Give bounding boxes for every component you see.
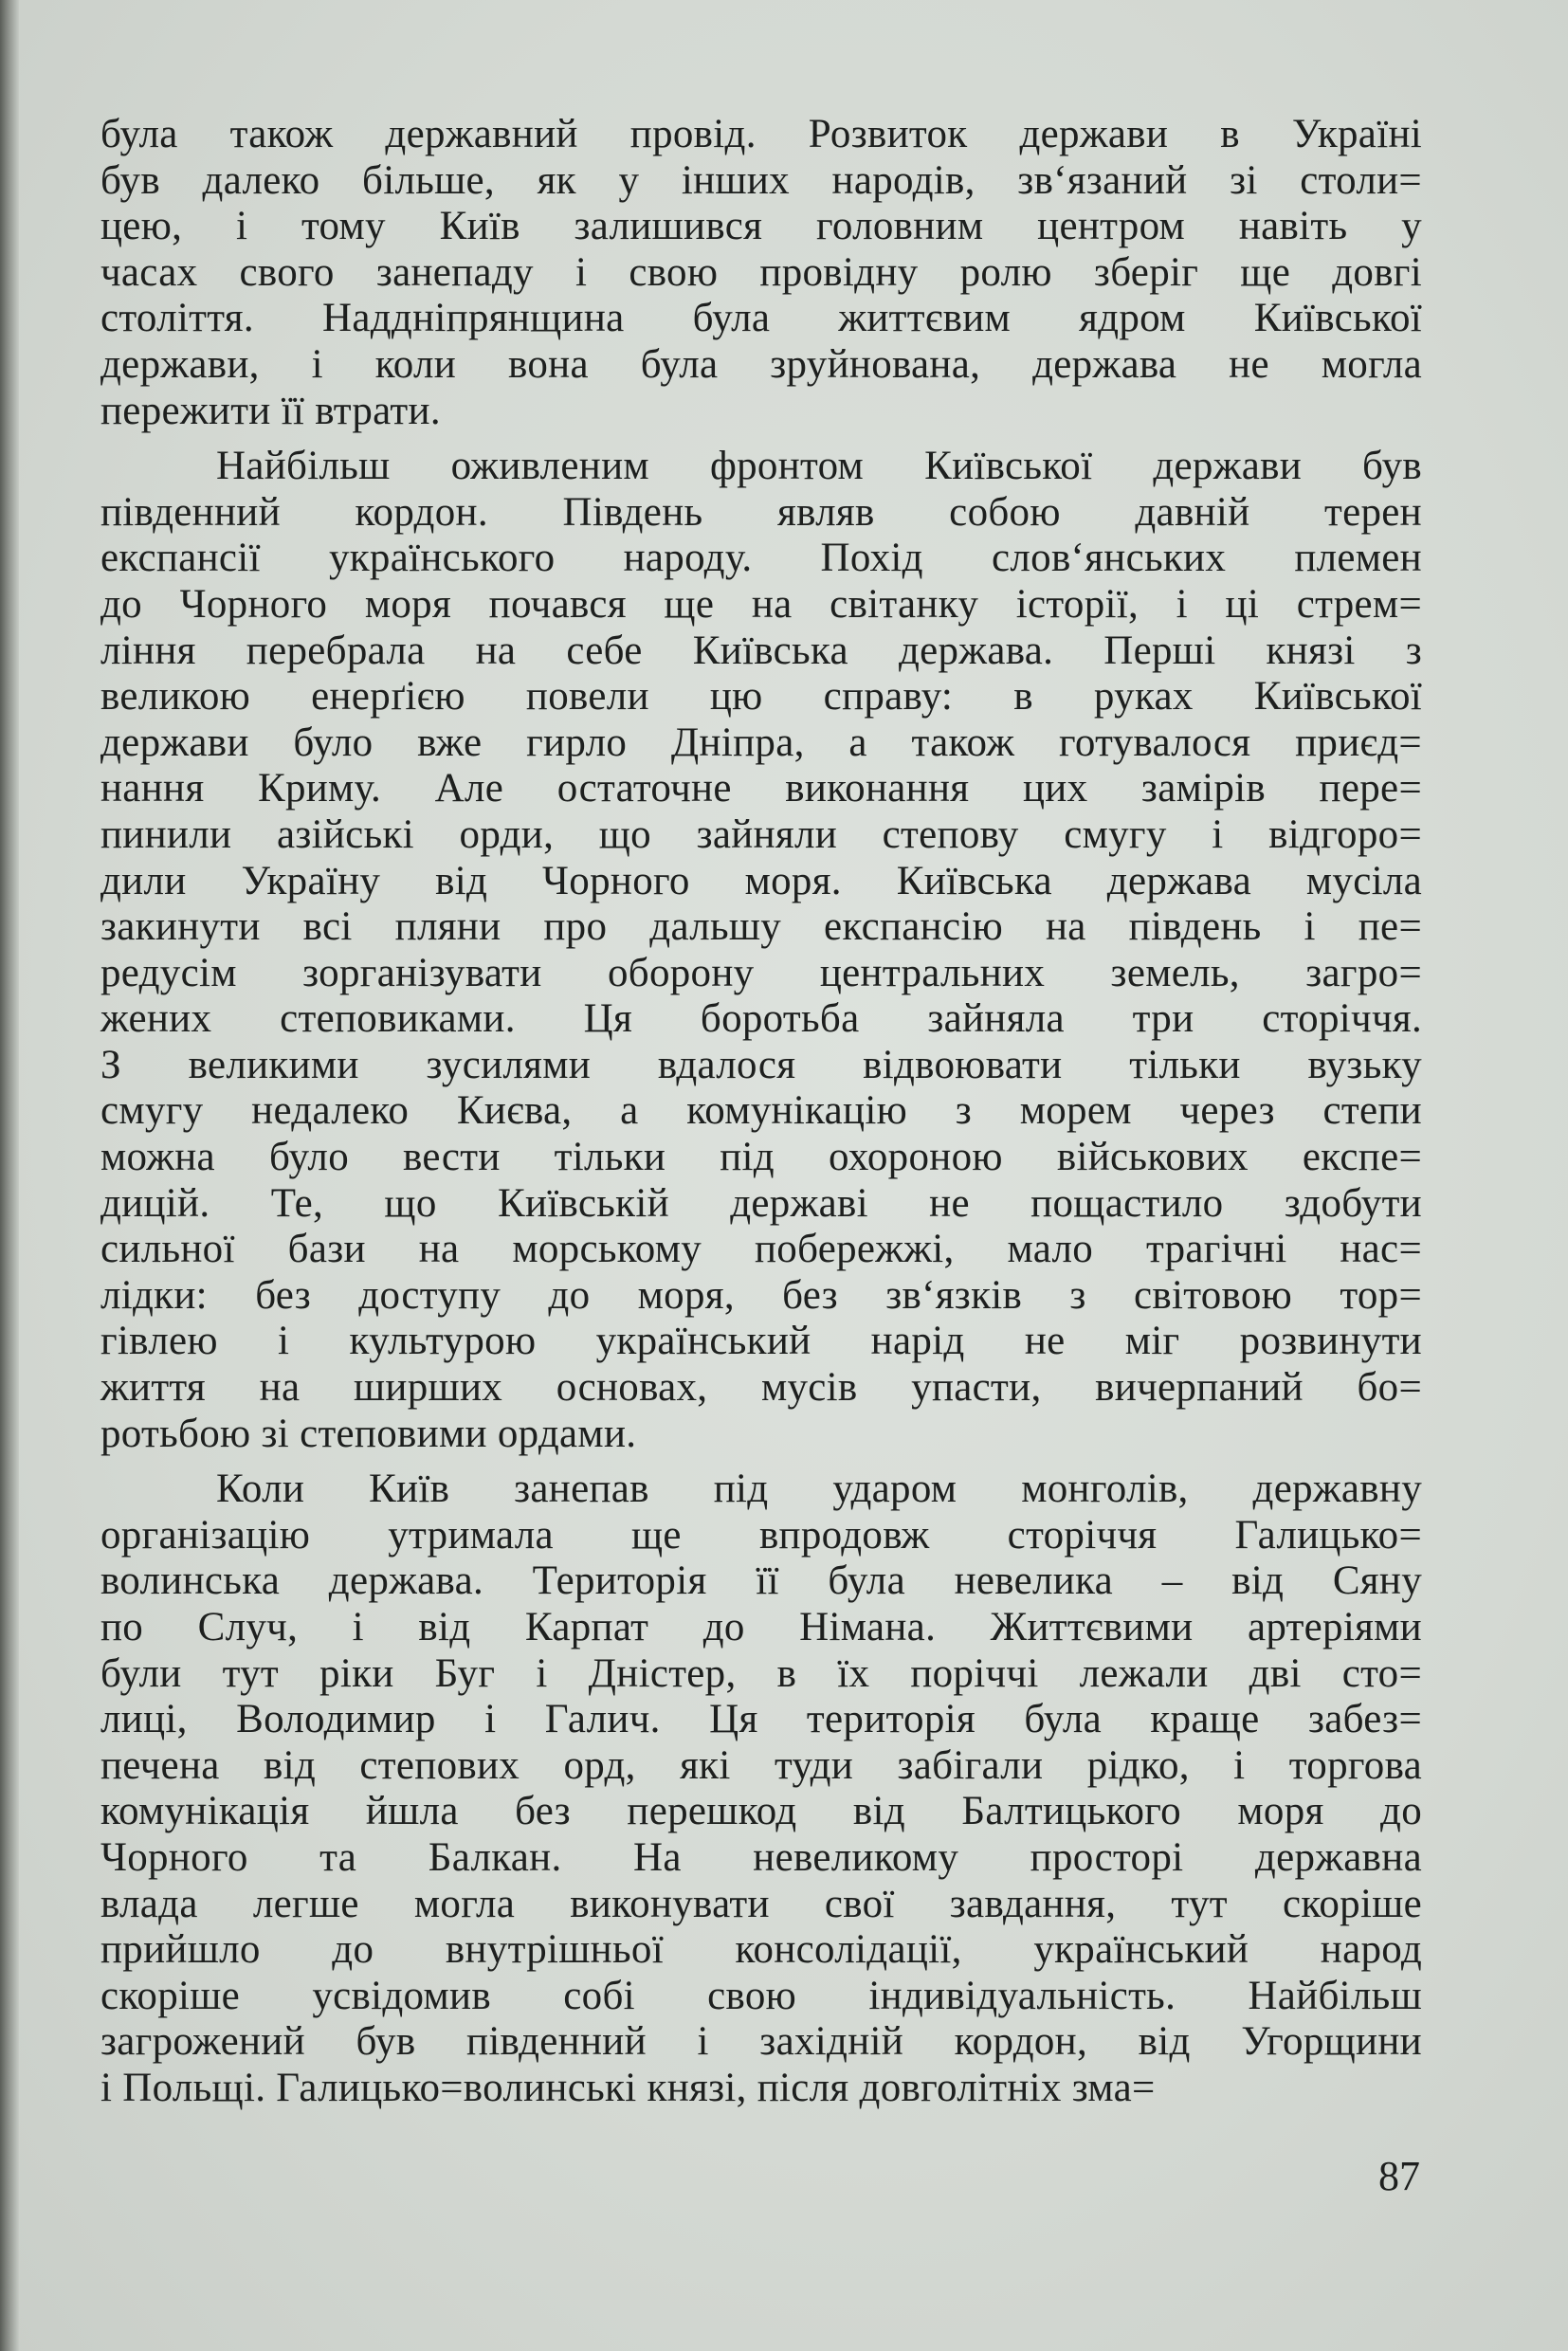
- text-line: жених степовиками. Ця боротьба зайняла три сторіччя.: [100, 996, 1422, 1042]
- text-line: дицій. Те, що Київській державі не пощастило здобути: [100, 1180, 1422, 1226]
- text-line: часах свого занепаду і свою провідну ролю зберіг ще довгі: [100, 249, 1422, 295]
- page-number: 87: [1378, 2153, 1420, 2199]
- text-line: великою енерґією повели цю справу: в руках Київської: [100, 674, 1422, 720]
- text-line: комунікація йшла без перешкод від Балтицького моря до: [100, 1789, 1422, 1834]
- paragraph: [100, 1467, 1422, 2111]
- text-line: печена від степових орд, які туди забігали рідко, і торгова: [100, 1742, 1422, 1788]
- text-line: прийшло до внутрішньої консолідації, український народ: [100, 1927, 1422, 1973]
- text-line: і Польщі. Галицько=волинські князі, після довголітніх зма=: [100, 2065, 1156, 2110]
- text-line: були тут ріки Буг і Дністер, в їх поріччі лежали дві сто=: [100, 1650, 1422, 1696]
- text-line: закинути всі пляни про дальшу експансію на південь і пе=: [100, 904, 1422, 950]
- text-line: південний кордон. Південь являв собою давній терен: [100, 489, 1422, 535]
- text-line: століття. Наддніпрянщина була життєвим ядром Київської: [100, 296, 1422, 341]
- text-line: експансії українського народу. Похід слов‘янських племен: [100, 536, 1422, 581]
- text-line: держави було вже гирло Дніпра, а також готувалося приєд=: [100, 720, 1422, 765]
- text-line: волинська держава. Територія її була невелика – від Сяну: [100, 1558, 1422, 1604]
- text-line: ління перебрала на себе Київська держава. Перші князі з: [100, 628, 1422, 673]
- text-line: можна було вести тільки під охороною військових експе=: [100, 1135, 1422, 1180]
- text-line: Чорного та Балкан. На невеликому просторі державна: [100, 1834, 1422, 1880]
- text-line: сильної бази на морському побережжі, мало трагічні нас=: [100, 1227, 1422, 1272]
- text-line: була також державний провід. Розвиток держави в Україні: [100, 112, 1422, 156]
- page-binding-shadow: [0, 0, 19, 2351]
- text-line: смугу недалеко Києва, а комунікацію з морем через степи: [100, 1088, 1422, 1134]
- text-line: нання Криму. Але остаточне виконання цих замірів пере=: [100, 766, 1422, 811]
- paragraph: [100, 112, 1422, 434]
- text-line: З великими зусилями вдалося відвоювати тільки вузьку: [100, 1042, 1422, 1087]
- paragraph: [100, 444, 1422, 1457]
- text-line: до Чорного моря почався ще на світанку історії, і ці стрем=: [100, 581, 1422, 627]
- text-line: організацію утримала ще впродовж сторіччя Галицько=: [100, 1512, 1422, 1558]
- text-line: Коли Київ занепав під ударом монголів, державну: [216, 1467, 1422, 1512]
- text-line: загрожений був південний і західній кордон, від Угорщини: [100, 2019, 1422, 2065]
- text-line: скоріше усвідомив собі свою індивідуальність. Найбільш: [100, 1973, 1422, 2018]
- text-line: держави, і коли вона була зруйнована, держава не могла: [100, 341, 1422, 387]
- text-line: гівлею і культурою український нарід не міг розвинути: [100, 1319, 1422, 1364]
- text-line: лідки: без доступу до моря, без зв‘язків з світовою тор=: [100, 1272, 1422, 1318]
- text-line: цею, і тому Київ залишився головним центром навіть у: [100, 204, 1422, 249]
- text-line: життя на ширших основах, мусів упасти, вичерпаний бо=: [100, 1365, 1422, 1411]
- text-line: по Случ, і від Карпат до Німана. Життєвими артеріями: [100, 1605, 1422, 1649]
- body-text: [100, 112, 1422, 2112]
- text-line: редусім зорганізувати оборону центральних земель, загро=: [100, 950, 1422, 995]
- text-line: ротьбою зі степовими ордами.: [100, 1411, 637, 1456]
- text-line: пережити її втрати.: [100, 388, 441, 433]
- text-line: дили Україну від Чорного моря. Київська держава мусіла: [100, 858, 1422, 903]
- text-line: лиці, Володимир і Галич. Ця територія була краще забез=: [100, 1697, 1422, 1742]
- text-line: Найбільш оживленим фронтом Київської держави був: [216, 444, 1422, 489]
- text-line: влада легше могла виконувати свої завдання, тут скоріше: [100, 1881, 1422, 1926]
- text-line: пинили азійські орди, що зайняли степову смугу і відгоро=: [100, 811, 1422, 857]
- text-line: був далеко більше, як у інших народів, зв‘язаний зі столи=: [100, 157, 1422, 203]
